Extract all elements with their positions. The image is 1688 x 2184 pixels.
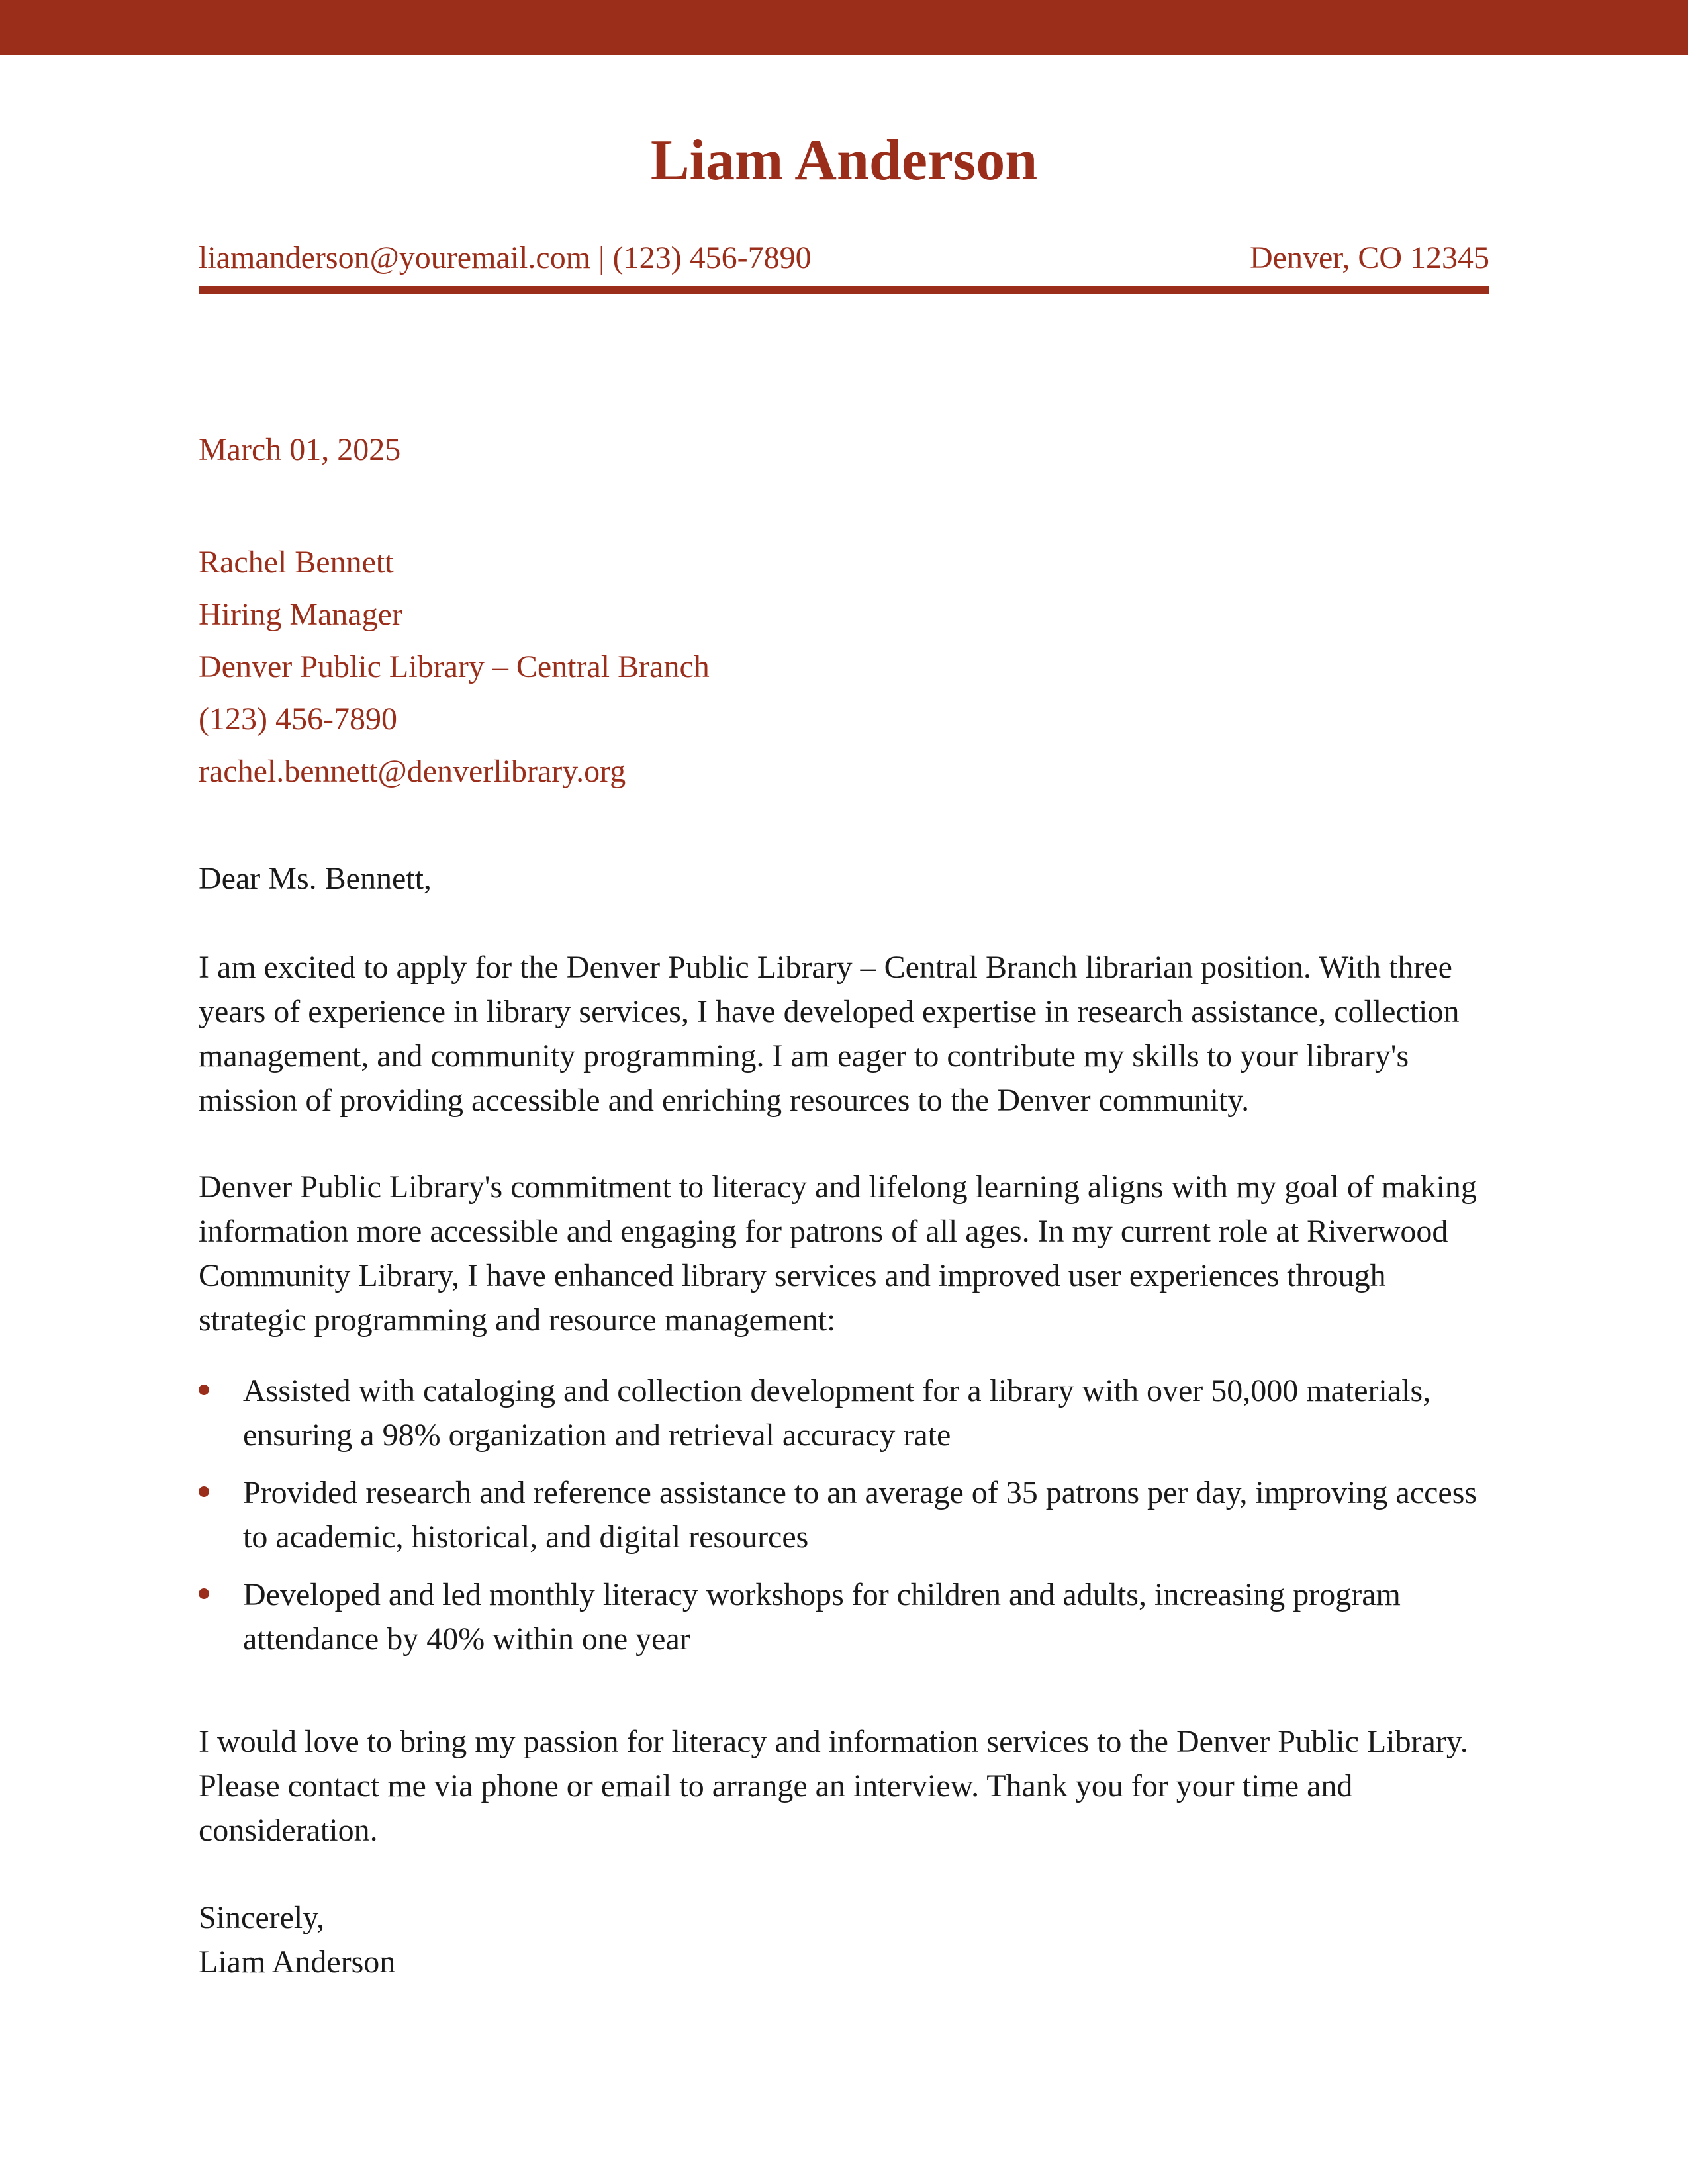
paragraph-intro: I am excited to apply for the Denver Public Library – Central Branch librarian position. With three years of experience in library services, I have developed expertise in research assistance, collection management, and community programming. I am eager to contribute my skills to your library's mission of providing accessible and enriching resources to the Denver community. bbox=[199, 950, 1460, 1118]
list-item-text: Provided research and reference assistance to an average of 35 patrons per day, improving access to academic, historical, and digital resources bbox=[243, 1475, 1477, 1555]
recipient-name: Rachel Bennett bbox=[199, 545, 394, 580]
sender-email-phone: liamanderson@youremail.com | (123) 456-7890 bbox=[199, 240, 812, 275]
top-accent-bar bbox=[0, 0, 1688, 55]
valediction: Sincerely, bbox=[199, 1900, 325, 1935]
signature-name: Liam Anderson bbox=[199, 1944, 396, 1979]
paragraph-closing: I would love to bring my passion for literacy and information services to the Denver Public Library. Please contact me via phone or email to arrange an interview. Thank you for your time and consideration. bbox=[199, 1724, 1468, 1848]
letter-date: March 01, 2025 bbox=[199, 432, 401, 467]
recipient-email: rachel.bennett@denverlibrary.org bbox=[199, 754, 626, 789]
bullet-dot-icon bbox=[199, 1588, 209, 1599]
recipient-title: Hiring Manager bbox=[199, 597, 402, 632]
list-item bbox=[199, 1369, 1489, 1457]
list-item bbox=[199, 1471, 1489, 1559]
closing-block bbox=[199, 1895, 1489, 1984]
paragraph-experience: Denver Public Library's commitment to literacy and lifelong learning aligns with my goal of making information more accessible and engaging for patrons of all ages. In my current role at Riverwood Community Library, I have enhanced library services and improved user experiences through strategic programming and resource management: bbox=[199, 1169, 1477, 1338]
salutation: Dear Ms. Bennett, bbox=[199, 861, 432, 896]
list-item-text: Developed and led monthly literacy workshops for children and adults, increasing program attendance by 40% within one year bbox=[243, 1577, 1401, 1657]
header-divider bbox=[199, 286, 1489, 294]
bullet-dot-icon bbox=[199, 1486, 209, 1497]
sender-name: Liam Anderson bbox=[650, 128, 1038, 193]
contact-row bbox=[199, 235, 1489, 281]
sender-location: Denver, CO 12345 bbox=[1249, 240, 1489, 275]
achievements-list bbox=[199, 1369, 1489, 1674]
list-item-text: Assisted with cataloging and collection development for a library with over 50,000 materials, ensuring a 98% organization and retrieval accuracy rate bbox=[243, 1373, 1431, 1453]
recipient-organization: Denver Public Library – Central Branch bbox=[199, 649, 710, 684]
recipient-block bbox=[199, 536, 710, 797]
bullet-dot-icon bbox=[199, 1385, 209, 1395]
recipient-phone: (123) 456-7890 bbox=[199, 702, 397, 737]
list-item bbox=[199, 1572, 1489, 1661]
